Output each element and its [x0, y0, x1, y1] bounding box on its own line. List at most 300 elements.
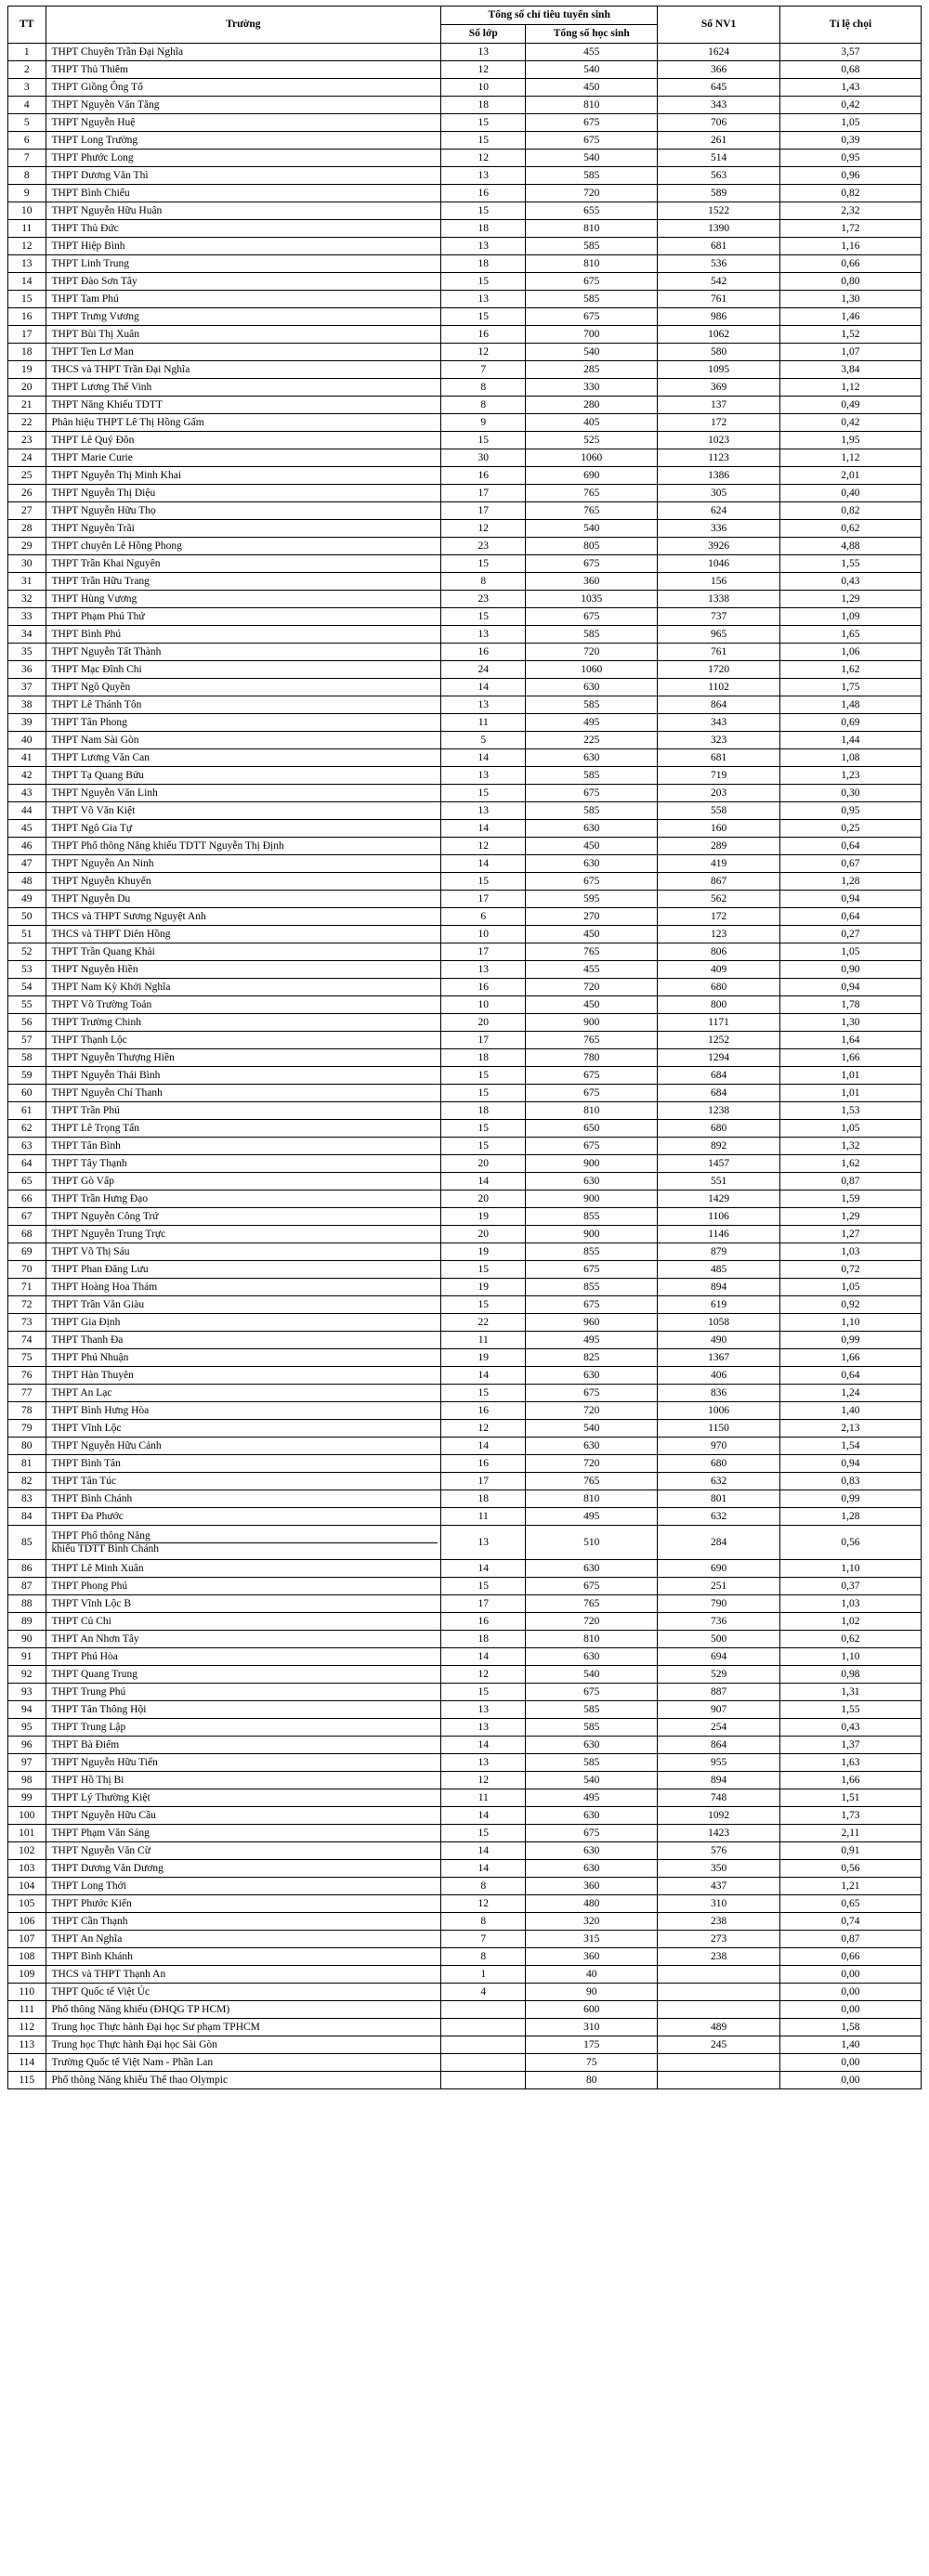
cell-tt: 48 [8, 873, 46, 891]
table-row [8, 1701, 922, 1719]
table-row [8, 820, 922, 838]
cell-tong-hs: 80 [526, 2072, 658, 2089]
cell-ti-le-choi: 0,91 [779, 1842, 921, 1860]
cell-so-nv1: 836 [658, 1385, 780, 1402]
cell-so-nv1: 1252 [658, 1032, 780, 1049]
cell-so-lop: 16 [441, 644, 526, 661]
cell-tong-hs: 495 [526, 1332, 658, 1349]
cell-tt: 73 [8, 1314, 46, 1332]
cell-so-nv1 [658, 2001, 780, 2019]
cell-tt: 75 [8, 1349, 46, 1367]
cell-tt: 32 [8, 591, 46, 608]
cell-tt: 110 [8, 1984, 46, 2001]
cell-tong-hs: 630 [526, 855, 658, 873]
cell-tt: 104 [8, 1878, 46, 1895]
cell-ti-le-choi: 1,32 [779, 1138, 921, 1155]
cell-tong-hs: 810 [526, 1102, 658, 1120]
cell-tong-hs: 900 [526, 1190, 658, 1208]
cell-tt: 50 [8, 908, 46, 926]
cell-so-nv1: 343 [658, 714, 780, 732]
cell-tt: 87 [8, 1578, 46, 1595]
cell-truong: THPT Thủ Đức [46, 220, 441, 238]
table-row [8, 414, 922, 432]
cell-truong: THCS và THPT Trần Đại Nghĩa [46, 361, 441, 379]
cell-so-lop: 12 [441, 1895, 526, 1913]
table-row [8, 661, 922, 679]
table-row [8, 1155, 922, 1173]
cell-so-lop: 15 [441, 1296, 526, 1314]
cell-so-nv1: 1092 [658, 1807, 780, 1825]
cell-so-lop: 8 [441, 573, 526, 591]
cell-tt: 52 [8, 943, 46, 961]
cell-tong-hs: 495 [526, 714, 658, 732]
cell-truong: THPT Hoàng Hoa Thám [46, 1279, 441, 1296]
table-row [8, 2036, 922, 2054]
cell-tt: 70 [8, 1261, 46, 1279]
cell-ti-le-choi: 1,59 [779, 1190, 921, 1208]
cell-tt: 57 [8, 1032, 46, 1049]
table-row [8, 1613, 922, 1631]
cell-truong: THPT Gò Vấp [46, 1173, 441, 1190]
cell-tt: 100 [8, 1807, 46, 1825]
cell-truong: THPT Dương Văn Dương [46, 1860, 441, 1878]
cell-tong-hs: 855 [526, 1243, 658, 1261]
cell-ti-le-choi: 1,62 [779, 1155, 921, 1173]
cell-so-nv1: 694 [658, 1648, 780, 1666]
cell-so-lop: 8 [441, 1913, 526, 1931]
cell-tt: 42 [8, 767, 46, 785]
cell-tt: 78 [8, 1402, 46, 1420]
cell-ti-le-choi: 1,58 [779, 2019, 921, 2036]
cell-ti-le-choi: 0,42 [779, 97, 921, 114]
cell-truong: THCS và THPT Sương Nguyệt Anh [46, 908, 441, 926]
cell-so-nv1: 681 [658, 749, 780, 767]
cell-ti-le-choi: 0,00 [779, 2001, 921, 2019]
table-row [8, 1455, 922, 1473]
cell-truong: THPT An Nhơn Tây [46, 1631, 441, 1648]
cell-tong-hs: 675 [526, 1261, 658, 1279]
cell-truong: THPT Võ Thị Sáu [46, 1243, 441, 1261]
cell-tong-hs: 780 [526, 1049, 658, 1067]
cell-so-lop: 18 [441, 255, 526, 273]
cell-truong: THPT Trung Phú [46, 1684, 441, 1701]
table-row [8, 573, 922, 591]
cell-tong-hs: 700 [526, 326, 658, 344]
table-row [8, 1349, 922, 1367]
cell-tong-hs: 585 [526, 767, 658, 785]
cell-so-nv1: 887 [658, 1684, 780, 1701]
cell-ti-le-choi: 1,05 [779, 943, 921, 961]
cell-ti-le-choi: 0,80 [779, 273, 921, 291]
cell-truong: THPT Nguyễn Hữu Tiến [46, 1754, 441, 1772]
table-row [8, 1014, 922, 1032]
header-tong-so-hs: Tổng số học sinh [526, 25, 658, 44]
cell-ti-le-choi: 0,69 [779, 714, 921, 732]
cell-truong: THPT Nguyễn Tất Thành [46, 644, 441, 661]
cell-ti-le-choi: 0,98 [779, 1666, 921, 1684]
cell-tong-hs: 630 [526, 749, 658, 767]
cell-tong-hs: 450 [526, 996, 658, 1014]
cell-so-lop: 6 [441, 908, 526, 926]
cell-so-lop: 18 [441, 1102, 526, 1120]
table-body [8, 44, 922, 2089]
cell-so-nv1: 406 [658, 1367, 780, 1385]
cell-so-nv1: 1046 [658, 555, 780, 573]
table-row [8, 891, 922, 908]
cell-ti-le-choi: 0,74 [779, 1913, 921, 1931]
cell-truong: THPT An Nghĩa [46, 1931, 441, 1948]
table-row [8, 1508, 922, 1526]
cell-ti-le-choi: 0,68 [779, 61, 921, 79]
cell-ti-le-choi: 0,43 [779, 1719, 921, 1737]
cell-truong: THPT Nguyễn Văn Cừ [46, 1842, 441, 1860]
cell-truong: THPT Trần Quang Khải [46, 943, 441, 961]
cell-so-nv1: 619 [658, 1296, 780, 1314]
cell-so-nv1: 305 [658, 485, 780, 502]
cell-so-nv1: 419 [658, 855, 780, 873]
cell-tt: 106 [8, 1913, 46, 1931]
cell-so-lop: 18 [441, 97, 526, 114]
cell-tt: 16 [8, 308, 46, 326]
table-row [8, 1648, 922, 1666]
cell-tong-hs: 540 [526, 1772, 658, 1789]
cell-tt: 21 [8, 397, 46, 414]
table-row [8, 1842, 922, 1860]
header-so-nv1: Số NV1 [658, 7, 780, 44]
cell-ti-le-choi: 1,63 [779, 1754, 921, 1772]
cell-tt: 85 [8, 1526, 46, 1560]
cell-so-nv1: 160 [658, 820, 780, 838]
cell-tong-hs: 630 [526, 1367, 658, 1385]
cell-so-lop: 12 [441, 1420, 526, 1438]
table-row [8, 926, 922, 943]
cell-tong-hs: 720 [526, 1402, 658, 1420]
cell-truong: THPT Nguyễn Văn Tăng [46, 97, 441, 114]
cell-ti-le-choi: 1,05 [779, 1279, 921, 1296]
cell-truong: THPT Trưng Vương [46, 308, 441, 326]
table-row [8, 238, 922, 255]
cell-tong-hs: 540 [526, 1666, 658, 1684]
cell-so-lop: 20 [441, 1155, 526, 1173]
cell-tong-hs: 765 [526, 1473, 658, 1490]
table-row [8, 379, 922, 397]
cell-tong-hs: 675 [526, 1138, 658, 1155]
cell-truong: THPT Võ Văn Kiệt [46, 802, 441, 820]
cell-tt: 107 [8, 1931, 46, 1948]
cell-ti-le-choi: 2,13 [779, 1420, 921, 1438]
cell-tong-hs: 585 [526, 696, 658, 714]
cell-so-lop: 15 [441, 1261, 526, 1279]
cell-truong: THPT Phổ thông Năng khiếu TDTT Nguyễn Thị Định [46, 838, 441, 855]
cell-truong: THPT Gia Định [46, 1314, 441, 1332]
cell-tt: 65 [8, 1173, 46, 1190]
cell-so-lop: 15 [441, 308, 526, 326]
cell-tt: 114 [8, 2054, 46, 2072]
cell-so-nv1: 529 [658, 1666, 780, 1684]
cell-tong-hs: 285 [526, 361, 658, 379]
cell-so-nv1: 1150 [658, 1420, 780, 1438]
cell-tt: 2 [8, 61, 46, 79]
cell-so-nv1: 409 [658, 961, 780, 979]
table-row [8, 1420, 922, 1438]
cell-tt: 20 [8, 379, 46, 397]
cell-tong-hs: 315 [526, 1931, 658, 1948]
cell-tong-hs: 630 [526, 1173, 658, 1190]
cell-ti-le-choi: 0,95 [779, 150, 921, 167]
cell-tong-hs: 765 [526, 943, 658, 961]
cell-tong-hs: 855 [526, 1208, 658, 1226]
table-row [8, 1049, 922, 1067]
cell-ti-le-choi: 1,48 [779, 696, 921, 714]
cell-truong: THPT Thanh Đa [46, 1332, 441, 1349]
cell-truong: THPT Vĩnh Lộc B [46, 1595, 441, 1613]
cell-tong-hs: 510 [526, 1526, 658, 1560]
cell-so-lop: 15 [441, 1385, 526, 1402]
table-row [8, 220, 922, 238]
header-so-lop: Số lớp [441, 25, 526, 44]
cell-so-lop: 19 [441, 1279, 526, 1296]
cell-so-nv1: 761 [658, 291, 780, 308]
table-row [8, 1190, 922, 1208]
table-row [8, 1719, 922, 1737]
cell-so-nv1: 589 [658, 185, 780, 202]
table-row [8, 1825, 922, 1842]
cell-tt: 113 [8, 2036, 46, 2054]
table-row [8, 150, 922, 167]
table-row [8, 1032, 922, 1049]
cell-tong-hs: 675 [526, 785, 658, 802]
cell-tong-hs: 455 [526, 44, 658, 61]
cell-so-nv1: 1123 [658, 449, 780, 467]
cell-so-lop: 17 [441, 485, 526, 502]
table-row [8, 449, 922, 467]
cell-tt: 109 [8, 1966, 46, 1984]
cell-so-lop: 15 [441, 555, 526, 573]
cell-so-lop: 13 [441, 44, 526, 61]
cell-tt: 82 [8, 1473, 46, 1490]
cell-tong-hs: 810 [526, 255, 658, 273]
cell-so-nv1: 289 [658, 838, 780, 855]
cell-tong-hs: 585 [526, 167, 658, 185]
cell-truong: THPT Dương Văn Thì [46, 167, 441, 185]
cell-so-nv1: 1386 [658, 467, 780, 485]
table-row [8, 1173, 922, 1190]
cell-tong-hs: 495 [526, 1789, 658, 1807]
cell-so-nv1 [658, 2072, 780, 2089]
cell-so-nv1: 645 [658, 79, 780, 97]
cell-tt: 26 [8, 485, 46, 502]
cell-so-lop: 15 [441, 1120, 526, 1138]
admissions-table [7, 6, 922, 2089]
cell-so-nv1: 894 [658, 1279, 780, 1296]
cell-ti-le-choi: 1,03 [779, 1595, 921, 1613]
cell-so-lop: 14 [441, 679, 526, 696]
cell-tt: 96 [8, 1737, 46, 1754]
cell-so-lop: 20 [441, 1190, 526, 1208]
table-row [8, 767, 922, 785]
table-row [8, 1102, 922, 1120]
cell-so-lop: 7 [441, 1931, 526, 1948]
cell-so-lop: 17 [441, 1032, 526, 1049]
cell-so-nv1: 1171 [658, 1014, 780, 1032]
cell-so-lop: 1 [441, 1966, 526, 1984]
cell-truong: THPT Đào Sơn Tây [46, 273, 441, 291]
table-row [8, 1526, 922, 1560]
cell-so-lop: 19 [441, 1243, 526, 1261]
table-row [8, 2019, 922, 2036]
cell-tong-hs: 690 [526, 467, 658, 485]
cell-truong-line2: khiếu TDTT Bình Chánh [52, 1542, 438, 1555]
cell-tong-hs: 675 [526, 1296, 658, 1314]
cell-tong-hs: 495 [526, 1508, 658, 1526]
cell-so-lop: 19 [441, 1208, 526, 1226]
table-row [8, 855, 922, 873]
cell-tt: 62 [8, 1120, 46, 1138]
cell-so-nv1: 551 [658, 1173, 780, 1190]
cell-tt: 67 [8, 1208, 46, 1226]
cell-so-nv1: 632 [658, 1473, 780, 1490]
cell-ti-le-choi: 0,95 [779, 802, 921, 820]
cell-truong: THPT Nguyễn Du [46, 891, 441, 908]
cell-so-lop: 12 [441, 520, 526, 538]
cell-so-nv1: 1367 [658, 1349, 780, 1367]
cell-so-nv1: 562 [658, 891, 780, 908]
cell-ti-le-choi: 1,53 [779, 1102, 921, 1120]
cell-tong-hs: 90 [526, 1984, 658, 2001]
cell-so-lop: 16 [441, 1455, 526, 1473]
cell-tt: 38 [8, 696, 46, 714]
cell-truong: Trường Quốc tế Việt Nam - Phần Lan [46, 2054, 441, 2072]
cell-so-lop: 14 [441, 1860, 526, 1878]
table-row [8, 1931, 922, 1948]
cell-so-lop: 15 [441, 873, 526, 891]
cell-tt: 35 [8, 644, 46, 661]
cell-tt: 66 [8, 1190, 46, 1208]
cell-so-lop: 20 [441, 1226, 526, 1243]
cell-so-lop: 13 [441, 167, 526, 185]
cell-tt: 8 [8, 167, 46, 185]
cell-ti-le-choi: 1,55 [779, 555, 921, 573]
cell-so-nv1: 1095 [658, 361, 780, 379]
cell-so-lop: 13 [441, 1526, 526, 1560]
cell-tong-hs: 450 [526, 926, 658, 943]
cell-truong: Trung học Thực hành Đại học Sài Gòn [46, 2036, 441, 2054]
cell-tt: 111 [8, 2001, 46, 2019]
cell-tong-hs: 675 [526, 132, 658, 150]
cell-ti-le-choi: 1,64 [779, 1032, 921, 1049]
table-row [8, 714, 922, 732]
cell-tong-hs: 630 [526, 1737, 658, 1754]
cell-so-nv1: 1062 [658, 326, 780, 344]
cell-tt: 28 [8, 520, 46, 538]
cell-so-nv1: 172 [658, 908, 780, 926]
cell-truong: THPT Lê Quý Đôn [46, 432, 441, 449]
cell-tong-hs: 805 [526, 538, 658, 555]
table-row [8, 326, 922, 344]
cell-tt: 25 [8, 467, 46, 485]
cell-so-lop: 9 [441, 414, 526, 432]
cell-ti-le-choi: 0,25 [779, 820, 921, 838]
cell-so-nv1: 336 [658, 520, 780, 538]
cell-so-lop: 8 [441, 397, 526, 414]
cell-truong: THPT Củ Chi [46, 1613, 441, 1631]
cell-ti-le-choi: 1,44 [779, 732, 921, 749]
table-row [8, 1684, 922, 1701]
cell-tt: 86 [8, 1560, 46, 1578]
cell-ti-le-choi: 4,88 [779, 538, 921, 555]
cell-tt: 24 [8, 449, 46, 467]
table-row [8, 1085, 922, 1102]
cell-tong-hs: 720 [526, 1613, 658, 1631]
cell-ti-le-choi: 1,21 [779, 1878, 921, 1895]
table-row [8, 908, 922, 926]
cell-truong: THPT Nguyễn Huệ [46, 114, 441, 132]
cell-tong-hs: 1060 [526, 661, 658, 679]
cell-tt: 43 [8, 785, 46, 802]
cell-so-nv1 [658, 1966, 780, 1984]
cell-so-lop: 15 [441, 785, 526, 802]
cell-so-nv1: 1146 [658, 1226, 780, 1243]
cell-tt: 44 [8, 802, 46, 820]
cell-so-nv1: 1058 [658, 1314, 780, 1332]
cell-tong-hs: 585 [526, 291, 658, 308]
cell-truong: THPT Bình Chiểu [46, 185, 441, 202]
cell-ti-le-choi: 0,56 [779, 1860, 921, 1878]
cell-ti-le-choi: 1,43 [779, 79, 921, 97]
cell-truong: THPT Hàn Thuyên [46, 1367, 441, 1385]
cell-truong: THPT Nguyễn Thị Diệu [46, 485, 441, 502]
cell-tong-hs: 320 [526, 1913, 658, 1931]
table-row [8, 608, 922, 626]
cell-so-lop: 15 [441, 1067, 526, 1085]
cell-so-lop: 10 [441, 926, 526, 943]
cell-ti-le-choi: 0,43 [779, 573, 921, 591]
table-row [8, 2072, 922, 2089]
cell-ti-le-choi: 1,66 [779, 1049, 921, 1067]
cell-so-nv1: 542 [658, 273, 780, 291]
table-row [8, 1913, 922, 1931]
cell-tt: 31 [8, 573, 46, 591]
cell-tt: 58 [8, 1049, 46, 1067]
table-row [8, 679, 922, 696]
cell-so-lop: 14 [441, 1173, 526, 1190]
cell-tt: 97 [8, 1754, 46, 1772]
cell-so-lop: 17 [441, 1473, 526, 1490]
cell-tong-hs: 675 [526, 1385, 658, 1402]
cell-so-nv1: 681 [658, 238, 780, 255]
cell-ti-le-choi: 1,28 [779, 1508, 921, 1526]
cell-tt: 37 [8, 679, 46, 696]
cell-tt: 84 [8, 1508, 46, 1526]
table-row [8, 996, 922, 1014]
cell-ti-le-choi: 0,37 [779, 1578, 921, 1595]
cell-tong-hs: 675 [526, 1578, 658, 1595]
table-row [8, 1966, 922, 1984]
cell-truong: THCS và THPT Thạnh An [46, 1966, 441, 1984]
cell-ti-le-choi: 1,01 [779, 1067, 921, 1085]
cell-tong-hs: 650 [526, 1120, 658, 1138]
cell-so-lop [441, 2054, 526, 2072]
cell-ti-le-choi: 3,84 [779, 361, 921, 379]
cell-so-nv1: 719 [658, 767, 780, 785]
cell-tong-hs: 540 [526, 344, 658, 361]
cell-truong: THPT Phạm Văn Sáng [46, 1825, 441, 1842]
cell-so-nv1: 576 [658, 1842, 780, 1860]
cell-so-nv1: 490 [658, 1332, 780, 1349]
cell-tong-hs: 330 [526, 379, 658, 397]
cell-so-lop: 18 [441, 1631, 526, 1648]
cell-ti-le-choi: 0,94 [779, 891, 921, 908]
